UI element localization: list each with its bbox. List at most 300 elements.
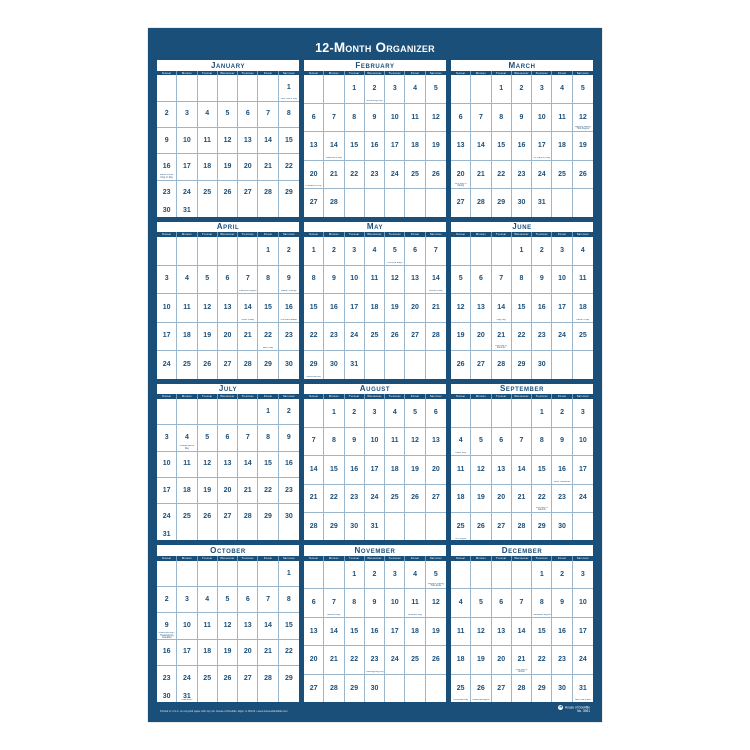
day-cell[interactable] (157, 266, 177, 293)
day-cell[interactable] (345, 646, 365, 673)
day-cell[interactable] (324, 589, 344, 616)
day-cell[interactable] (532, 323, 552, 350)
day-cell[interactable] (324, 294, 344, 321)
day-cell[interactable] (324, 513, 344, 540)
day-cell[interactable] (512, 75, 532, 102)
day-cell[interactable] (405, 485, 425, 512)
day-cell[interactable] (365, 646, 385, 673)
day-cell[interactable] (304, 456, 324, 483)
day-cell[interactable] (573, 399, 593, 426)
day-cell[interactable] (426, 266, 446, 293)
day-cell[interactable] (198, 666, 218, 691)
day-cell[interactable] (238, 102, 258, 127)
day-cell[interactable] (385, 266, 405, 293)
day-cell[interactable] (218, 266, 238, 293)
day-cell[interactable] (324, 266, 344, 293)
day-cell[interactable] (512, 428, 532, 455)
day-cell[interactable] (198, 452, 218, 477)
day-cell[interactable] (451, 513, 471, 540)
day-cell[interactable] (512, 675, 532, 702)
day-cell[interactable] (532, 618, 552, 645)
day-cell[interactable] (198, 351, 218, 378)
day-cell[interactable] (157, 452, 177, 477)
day-cell[interactable] (451, 104, 471, 131)
day-cell[interactable] (157, 154, 177, 179)
day-cell[interactable] (258, 128, 278, 153)
day-cell[interactable] (492, 161, 512, 188)
day-cell[interactable] (157, 181, 177, 206)
day-cell[interactable] (385, 323, 405, 350)
day-cell[interactable] (405, 161, 425, 188)
day-cell[interactable] (405, 75, 425, 102)
day-cell[interactable] (157, 294, 177, 321)
day-cell[interactable] (471, 323, 491, 350)
day-cell[interactable] (451, 618, 471, 645)
day-cell[interactable] (532, 428, 552, 455)
day-cell[interactable] (304, 237, 324, 264)
day-cell[interactable] (324, 485, 344, 512)
day-cell[interactable] (157, 587, 177, 612)
day-cell[interactable] (492, 589, 512, 616)
day-cell[interactable] (552, 675, 572, 702)
day-cell[interactable] (451, 132, 471, 159)
day-cell[interactable] (512, 456, 532, 483)
day-cell[interactable] (177, 128, 197, 153)
day-cell[interactable] (177, 266, 197, 293)
day-cell[interactable] (492, 323, 512, 350)
day-cell[interactable] (451, 589, 471, 616)
day-cell[interactable] (198, 504, 218, 529)
day-cell[interactable] (365, 485, 385, 512)
day-cell[interactable] (345, 266, 365, 293)
day-cell[interactable] (279, 561, 299, 586)
day-cell[interactable] (365, 75, 385, 102)
day-cell[interactable] (324, 104, 344, 131)
day-cell[interactable] (279, 128, 299, 153)
day-cell[interactable] (258, 102, 278, 127)
day-cell[interactable] (177, 181, 197, 206)
day-cell[interactable] (218, 181, 238, 206)
day-cell[interactable] (157, 478, 177, 503)
day-cell[interactable] (177, 666, 197, 691)
day-cell[interactable] (426, 399, 446, 426)
day-cell[interactable] (157, 102, 177, 127)
day-cell[interactable] (279, 237, 299, 264)
day-cell[interactable] (512, 646, 532, 673)
day-cell[interactable] (426, 161, 446, 188)
day-cell[interactable] (492, 75, 512, 102)
day-cell[interactable] (512, 323, 532, 350)
day-cell[interactable] (532, 646, 552, 673)
day-cell[interactable] (238, 323, 258, 350)
day-cell[interactable] (426, 618, 446, 645)
day-cell[interactable] (198, 640, 218, 665)
day-cell[interactable] (345, 456, 365, 483)
day-cell[interactable] (258, 351, 278, 378)
day-cell[interactable] (532, 266, 552, 293)
day-cell[interactable] (573, 323, 593, 350)
day-cell[interactable] (345, 104, 365, 131)
day-cell[interactable] (345, 237, 365, 264)
day-cell[interactable] (573, 75, 593, 102)
day-cell[interactable] (512, 104, 532, 131)
day-cell[interactable] (218, 294, 238, 321)
day-cell[interactable] (177, 425, 197, 450)
day-cell[interactable] (573, 646, 593, 673)
day-cell[interactable] (405, 618, 425, 645)
day-cell[interactable] (365, 675, 385, 702)
day-cell[interactable] (157, 666, 177, 691)
day-cell[interactable] (157, 323, 177, 350)
day-cell[interactable] (552, 323, 572, 350)
day-cell[interactable] (471, 646, 491, 673)
day-cell[interactable] (385, 485, 405, 512)
day-cell[interactable] (198, 128, 218, 153)
day-cell[interactable] (258, 399, 278, 424)
day-cell[interactable] (304, 675, 324, 702)
day-cell[interactable] (492, 646, 512, 673)
day-cell[interactable] (532, 132, 552, 159)
day-cell[interactable] (451, 161, 471, 188)
day-cell[interactable] (451, 456, 471, 483)
day-cell[interactable] (451, 266, 471, 293)
day-cell[interactable] (573, 104, 593, 131)
day-cell[interactable] (157, 128, 177, 153)
day-cell[interactable] (532, 513, 552, 540)
day-cell[interactable] (471, 675, 491, 702)
day-cell[interactable] (405, 266, 425, 293)
day-cell[interactable] (451, 675, 471, 702)
day-cell[interactable] (532, 675, 552, 702)
day-cell[interactable] (258, 613, 278, 638)
day-cell[interactable] (238, 351, 258, 378)
day-cell[interactable] (405, 399, 425, 426)
day-cell[interactable] (426, 589, 446, 616)
day-cell[interactable] (405, 294, 425, 321)
day-cell[interactable] (512, 589, 532, 616)
day-cell[interactable] (238, 154, 258, 179)
day-cell[interactable] (451, 323, 471, 350)
day-cell[interactable] (198, 425, 218, 450)
day-cell[interactable] (218, 478, 238, 503)
day-cell[interactable] (345, 399, 365, 426)
day-cell[interactable] (573, 161, 593, 188)
day-cell[interactable] (573, 294, 593, 321)
day-cell[interactable] (405, 456, 425, 483)
day-cell[interactable] (451, 646, 471, 673)
day-cell[interactable] (573, 675, 593, 702)
day-cell[interactable] (279, 504, 299, 529)
day-cell[interactable] (345, 323, 365, 350)
day-cell[interactable] (218, 425, 238, 450)
day-cell[interactable] (177, 323, 197, 350)
day-cell[interactable] (552, 399, 572, 426)
day-cell[interactable] (365, 399, 385, 426)
day-cell[interactable] (345, 589, 365, 616)
day-cell[interactable] (279, 266, 299, 293)
day-cell[interactable] (157, 504, 177, 529)
day-cell[interactable] (177, 640, 197, 665)
day-cell[interactable] (279, 399, 299, 424)
day-cell[interactable] (552, 75, 572, 102)
day-cell[interactable] (279, 587, 299, 612)
day-cell[interactable] (279, 294, 299, 321)
day-cell[interactable] (177, 587, 197, 612)
day-cell[interactable] (324, 323, 344, 350)
day-cell[interactable] (238, 266, 258, 293)
day-cell[interactable] (324, 189, 344, 216)
day-cell[interactable] (198, 294, 218, 321)
day-cell[interactable] (426, 485, 446, 512)
day-cell[interactable] (177, 294, 197, 321)
day-cell[interactable] (552, 618, 572, 645)
day-cell[interactable] (218, 452, 238, 477)
day-cell[interactable] (157, 351, 177, 378)
day-cell[interactable] (218, 640, 238, 665)
day-cell[interactable] (198, 587, 218, 612)
day-cell[interactable] (157, 640, 177, 665)
day-cell[interactable] (279, 181, 299, 206)
day-cell[interactable] (365, 237, 385, 264)
day-cell[interactable] (324, 618, 344, 645)
day-cell[interactable] (345, 161, 365, 188)
day-cell[interactable] (573, 237, 593, 264)
day-cell[interactable] (471, 294, 491, 321)
day-cell[interactable] (238, 640, 258, 665)
day-cell[interactable] (345, 485, 365, 512)
day-cell[interactable] (238, 587, 258, 612)
day-cell[interactable] (218, 666, 238, 691)
day-cell[interactable] (304, 266, 324, 293)
day-cell[interactable] (198, 102, 218, 127)
day-cell[interactable] (198, 181, 218, 206)
day-cell[interactable] (157, 691, 177, 702)
day-cell[interactable] (471, 589, 491, 616)
day-cell[interactable] (324, 237, 344, 264)
day-cell[interactable] (324, 428, 344, 455)
day-cell[interactable] (532, 589, 552, 616)
day-cell[interactable] (492, 132, 512, 159)
day-cell[interactable] (405, 104, 425, 131)
day-cell[interactable] (258, 323, 278, 350)
day-cell[interactable] (258, 640, 278, 665)
day-cell[interactable] (552, 589, 572, 616)
day-cell[interactable] (365, 266, 385, 293)
day-cell[interactable] (218, 613, 238, 638)
day-cell[interactable] (471, 428, 491, 455)
day-cell[interactable] (157, 529, 177, 540)
day-cell[interactable] (218, 323, 238, 350)
day-cell[interactable] (552, 561, 572, 588)
day-cell[interactable] (304, 485, 324, 512)
day-cell[interactable] (238, 504, 258, 529)
day-cell[interactable] (492, 351, 512, 378)
day-cell[interactable] (471, 456, 491, 483)
day-cell[interactable] (492, 189, 512, 216)
day-cell[interactable] (426, 323, 446, 350)
day-cell[interactable] (177, 504, 197, 529)
day-cell[interactable] (405, 237, 425, 264)
day-cell[interactable] (385, 618, 405, 645)
day-cell[interactable] (304, 104, 324, 131)
day-cell[interactable] (345, 618, 365, 645)
day-cell[interactable] (451, 189, 471, 216)
day-cell[interactable] (304, 294, 324, 321)
day-cell[interactable] (385, 589, 405, 616)
day-cell[interactable] (365, 456, 385, 483)
day-cell[interactable] (426, 237, 446, 264)
day-cell[interactable] (532, 189, 552, 216)
day-cell[interactable] (324, 399, 344, 426)
day-cell[interactable] (532, 561, 552, 588)
day-cell[interactable] (304, 618, 324, 645)
day-cell[interactable] (279, 75, 299, 100)
day-cell[interactable] (512, 237, 532, 264)
day-cell[interactable] (304, 646, 324, 673)
day-cell[interactable] (512, 189, 532, 216)
day-cell[interactable] (552, 428, 572, 455)
day-cell[interactable] (304, 351, 324, 378)
day-cell[interactable] (552, 513, 572, 540)
day-cell[interactable] (258, 666, 278, 691)
day-cell[interactable] (304, 132, 324, 159)
day-cell[interactable] (405, 132, 425, 159)
day-cell[interactable] (471, 161, 491, 188)
day-cell[interactable] (238, 478, 258, 503)
day-cell[interactable] (532, 351, 552, 378)
day-cell[interactable] (365, 132, 385, 159)
day-cell[interactable] (258, 504, 278, 529)
day-cell[interactable] (532, 104, 552, 131)
day-cell[interactable] (365, 618, 385, 645)
day-cell[interactable] (345, 513, 365, 540)
day-cell[interactable] (238, 294, 258, 321)
day-cell[interactable] (492, 675, 512, 702)
day-cell[interactable] (426, 104, 446, 131)
day-cell[interactable] (345, 675, 365, 702)
day-cell[interactable] (532, 161, 552, 188)
day-cell[interactable] (258, 425, 278, 450)
day-cell[interactable] (552, 237, 572, 264)
day-cell[interactable] (573, 561, 593, 588)
day-cell[interactable] (552, 104, 572, 131)
day-cell[interactable] (492, 618, 512, 645)
day-cell[interactable] (552, 161, 572, 188)
day-cell[interactable] (345, 294, 365, 321)
day-cell[interactable] (451, 428, 471, 455)
day-cell[interactable] (552, 456, 572, 483)
day-cell[interactable] (279, 351, 299, 378)
day-cell[interactable] (471, 104, 491, 131)
day-cell[interactable] (365, 589, 385, 616)
day-cell[interactable] (304, 513, 324, 540)
day-cell[interactable] (492, 428, 512, 455)
day-cell[interactable] (552, 132, 572, 159)
day-cell[interactable] (218, 102, 238, 127)
day-cell[interactable] (492, 104, 512, 131)
day-cell[interactable] (218, 504, 238, 529)
day-cell[interactable] (405, 323, 425, 350)
day-cell[interactable] (426, 75, 446, 102)
day-cell[interactable] (198, 613, 218, 638)
day-cell[interactable] (471, 266, 491, 293)
day-cell[interactable] (512, 161, 532, 188)
day-cell[interactable] (492, 456, 512, 483)
day-cell[interactable] (512, 294, 532, 321)
day-cell[interactable] (573, 618, 593, 645)
day-cell[interactable] (573, 456, 593, 483)
day-cell[interactable] (365, 323, 385, 350)
day-cell[interactable] (238, 181, 258, 206)
day-cell[interactable] (552, 266, 572, 293)
day-cell[interactable] (345, 428, 365, 455)
day-cell[interactable] (177, 351, 197, 378)
day-cell[interactable] (573, 428, 593, 455)
day-cell[interactable] (532, 485, 552, 512)
day-cell[interactable] (279, 323, 299, 350)
day-cell[interactable] (258, 478, 278, 503)
day-cell[interactable] (385, 456, 405, 483)
day-cell[interactable] (426, 456, 446, 483)
day-cell[interactable] (426, 132, 446, 159)
day-cell[interactable] (471, 618, 491, 645)
day-cell[interactable] (385, 294, 405, 321)
day-cell[interactable] (157, 613, 177, 638)
day-cell[interactable] (385, 104, 405, 131)
day-cell[interactable] (405, 589, 425, 616)
day-cell[interactable] (304, 428, 324, 455)
day-cell[interactable] (198, 478, 218, 503)
day-cell[interactable] (385, 428, 405, 455)
day-cell[interactable] (238, 128, 258, 153)
day-cell[interactable] (405, 428, 425, 455)
day-cell[interactable] (512, 513, 532, 540)
day-cell[interactable] (279, 666, 299, 691)
day-cell[interactable] (532, 237, 552, 264)
day-cell[interactable] (218, 154, 238, 179)
day-cell[interactable] (279, 154, 299, 179)
day-cell[interactable] (198, 154, 218, 179)
day-cell[interactable] (258, 266, 278, 293)
day-cell[interactable] (471, 189, 491, 216)
day-cell[interactable] (258, 237, 278, 264)
day-cell[interactable] (324, 132, 344, 159)
day-cell[interactable] (177, 691, 197, 702)
day-cell[interactable] (385, 161, 405, 188)
day-cell[interactable] (365, 513, 385, 540)
day-cell[interactable] (279, 478, 299, 503)
day-cell[interactable] (345, 75, 365, 102)
day-cell[interactable] (324, 456, 344, 483)
day-cell[interactable] (471, 485, 491, 512)
day-cell[interactable] (385, 561, 405, 588)
day-cell[interactable] (512, 351, 532, 378)
day-cell[interactable] (304, 189, 324, 216)
day-cell[interactable] (238, 666, 258, 691)
day-cell[interactable] (218, 128, 238, 153)
day-cell[interactable] (198, 266, 218, 293)
day-cell[interactable] (573, 266, 593, 293)
day-cell[interactable] (345, 132, 365, 159)
day-cell[interactable] (238, 452, 258, 477)
day-cell[interactable] (258, 587, 278, 612)
day-cell[interactable] (365, 104, 385, 131)
day-cell[interactable] (258, 154, 278, 179)
day-cell[interactable] (365, 161, 385, 188)
day-cell[interactable] (532, 75, 552, 102)
day-cell[interactable] (365, 294, 385, 321)
day-cell[interactable] (471, 132, 491, 159)
